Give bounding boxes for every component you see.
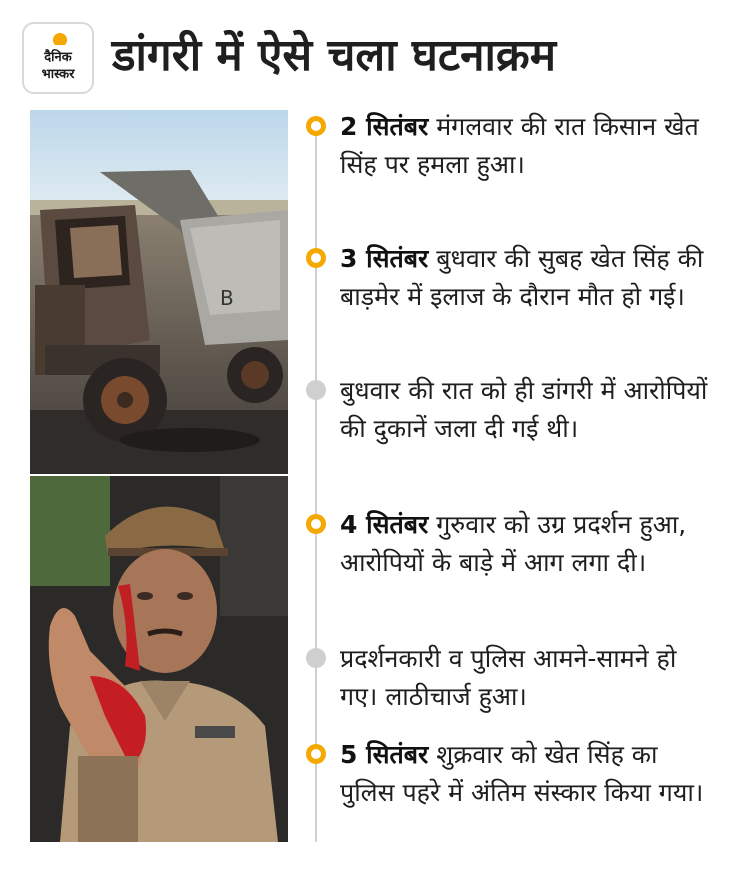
timeline-dot-icon (306, 744, 326, 764)
timeline-dot-icon (306, 514, 326, 534)
timeline-line (315, 116, 317, 842)
timeline-text: बुधवार की रात को ही डांगरी में आरोपियों की दुकानें जला दी गई थी। (340, 376, 708, 443)
timeline-text: प्रदर्शनकारी व पुलिस आमने-सामने हो गए। लाठीचार्ज हुआ। (340, 644, 677, 711)
timeline-text: शुक्रवार को खेत सिंह का पुलिस पहरे में अंतिम संस्कार किया गया। (340, 740, 704, 807)
burnt-truck-photo (30, 110, 288, 474)
timeline-text: मंगलवार की रात किसान खेत सिंह पर हमला हुआ। (340, 112, 699, 179)
timeline-text: बुधवार की सुबह खेत सिंह की बाड़मेर में इलाज के दौरान मौत हो गई। (340, 244, 704, 311)
timeline-date: 2 सितंबर (340, 112, 429, 141)
dainik-bhaskar-logo (22, 22, 94, 94)
timeline-dot-icon (306, 380, 326, 400)
timeline-date: 4 सितंबर (340, 510, 429, 539)
timeline-text: गुरुवार को उग्र प्रदर्शन हुआ, आरोपियों के बाड़े में आग लगा दी। (340, 510, 687, 577)
logo-text-line2: भास्कर (41, 67, 75, 82)
sun-logo-icon (53, 33, 67, 47)
timeline-date: 5 सितंबर (340, 740, 429, 769)
svg-text:B: B (220, 286, 234, 310)
page-title: डांगरी में ऐसे चला घटनाक्रम (112, 30, 557, 81)
timeline-dot-icon (306, 248, 326, 268)
timeline-date: 3 सितंबर (340, 244, 429, 273)
injured-policeman-photo (30, 476, 288, 842)
timeline-dot-icon (306, 116, 326, 136)
timeline-dot-icon (306, 648, 326, 668)
logo-text-line1: दैनिक (44, 50, 72, 65)
